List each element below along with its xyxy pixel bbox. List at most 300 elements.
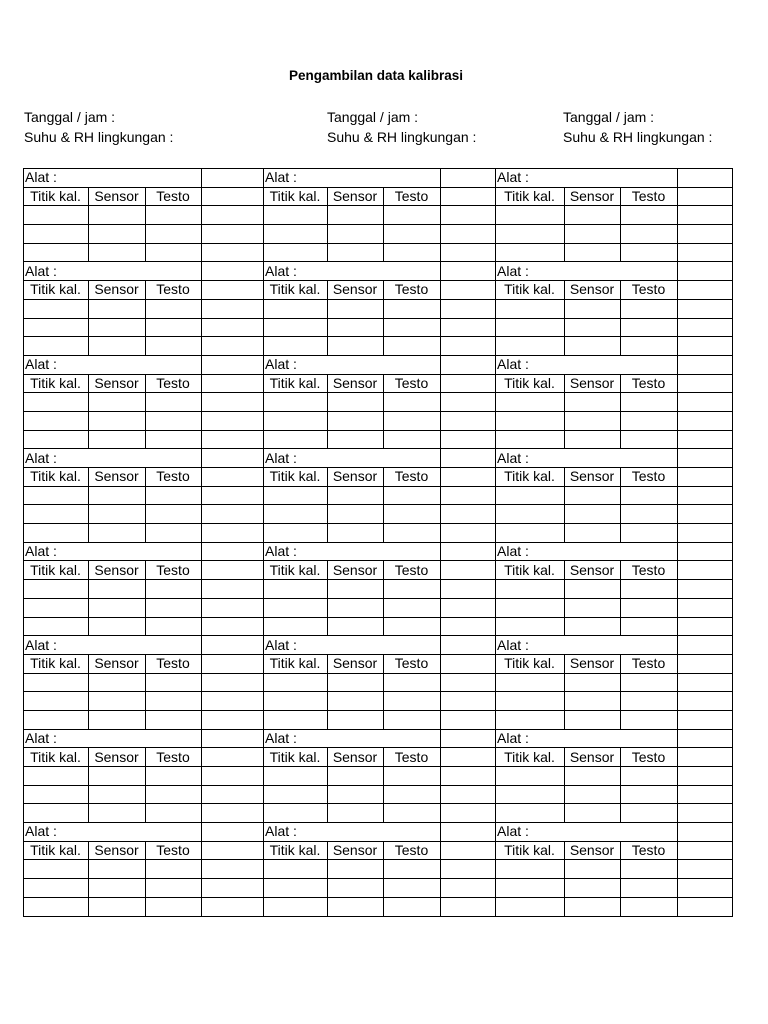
data-cell [328,337,384,356]
data-cell [441,804,496,823]
data-cell [441,692,496,711]
data-cell [496,804,565,823]
instrument-label: Alat : [24,169,202,188]
data-cell [441,243,496,262]
data-cell [264,393,328,412]
data-cell [146,785,202,804]
data-row [24,225,733,244]
instrument-row [24,449,733,468]
column-header-row [24,561,733,580]
data-row [24,785,733,804]
sensor-header: Sensor [565,468,621,487]
date-time-label-3: Tanggal / jam : [563,109,655,125]
blank-cell [441,748,496,767]
testo-header: Testo [384,561,441,580]
data-cell [264,318,328,337]
data-cell [496,673,565,692]
instrument-label: Alat : [496,636,678,655]
data-cell [202,524,264,543]
data-row [24,337,733,356]
blank-cell [202,561,264,580]
calibration-point-header: Titik kal. [24,654,89,673]
data-cell [146,710,202,729]
data-cell [441,206,496,225]
data-cell [441,580,496,599]
blank-cell [678,281,733,300]
data-row [24,299,733,318]
data-row [24,860,733,879]
data-cell [89,318,146,337]
testo-header: Testo [384,748,441,767]
data-cell [496,337,565,356]
data-cell [264,598,328,617]
data-cell [384,767,441,786]
data-row [24,879,733,898]
testo-header: Testo [621,187,678,206]
data-cell [202,486,264,505]
data-cell [565,617,621,636]
data-cell [678,430,733,449]
data-cell [328,897,384,916]
instrument-label: Alat : [24,542,202,561]
data-cell [89,337,146,356]
data-cell [202,299,264,318]
blank-cell [678,561,733,580]
data-cell [89,486,146,505]
data-cell [496,393,565,412]
blank-cell [202,468,264,487]
testo-header: Testo [384,281,441,300]
data-cell [89,692,146,711]
blank-cell [678,355,733,374]
blank-cell [441,823,496,842]
instrument-row [24,729,733,748]
data-cell [24,860,89,879]
data-cell [384,225,441,244]
data-cell [24,243,89,262]
data-cell [89,879,146,898]
data-cell [678,318,733,337]
data-cell [146,318,202,337]
data-cell [328,299,384,318]
data-cell [621,804,678,823]
data-cell [264,897,328,916]
data-cell [328,673,384,692]
column-header-row [24,654,733,673]
data-row [24,430,733,449]
data-cell [146,879,202,898]
data-cell [565,673,621,692]
data-cell [496,486,565,505]
instrument-label: Alat : [264,449,441,468]
data-cell [89,785,146,804]
calibration-point-header: Titik kal. [24,187,89,206]
data-cell [328,879,384,898]
blank-cell [202,654,264,673]
data-cell [565,767,621,786]
data-row [24,692,733,711]
data-cell [24,617,89,636]
sensor-header: Sensor [328,187,384,206]
data-cell [441,897,496,916]
data-cell [384,804,441,823]
data-cell [621,879,678,898]
testo-header: Testo [384,654,441,673]
instrument-label: Alat : [264,169,441,188]
data-cell [328,804,384,823]
data-cell [441,299,496,318]
data-cell [565,486,621,505]
instrument-label: Alat : [496,823,678,842]
data-cell [202,692,264,711]
data-row [24,411,733,430]
data-cell [621,860,678,879]
data-cell [146,486,202,505]
data-cell [24,393,89,412]
data-cell [202,225,264,244]
data-cell [565,879,621,898]
data-cell [384,598,441,617]
sensor-header: Sensor [565,187,621,206]
data-cell [146,580,202,599]
data-cell [202,505,264,524]
instrument-label: Alat : [496,169,678,188]
data-row [24,524,733,543]
data-cell [621,243,678,262]
data-cell [202,318,264,337]
data-cell [146,673,202,692]
data-cell [264,710,328,729]
instrument-label: Alat : [264,823,441,842]
data-cell [565,580,621,599]
data-cell [678,411,733,430]
data-cell [565,430,621,449]
column-header-row [24,841,733,860]
data-cell [565,299,621,318]
calibration-point-header: Titik kal. [496,561,565,580]
data-cell [678,673,733,692]
data-cell [384,318,441,337]
data-cell [24,580,89,599]
data-row [24,804,733,823]
data-cell [328,767,384,786]
data-cell [621,299,678,318]
data-cell [264,785,328,804]
data-cell [441,430,496,449]
blank-cell [678,823,733,842]
calibration-point-header: Titik kal. [496,187,565,206]
data-cell [441,393,496,412]
data-cell [565,505,621,524]
data-row [24,767,733,786]
instrument-label: Alat : [24,355,202,374]
data-cell [496,692,565,711]
data-cell [565,225,621,244]
data-cell [89,617,146,636]
data-cell [328,598,384,617]
calibration-point-header: Titik kal. [24,841,89,860]
data-cell [202,897,264,916]
data-cell [384,879,441,898]
data-cell [384,299,441,318]
data-cell [678,393,733,412]
column-header-row [24,748,733,767]
testo-header: Testo [621,374,678,393]
data-cell [621,524,678,543]
blank-cell [202,374,264,393]
sensor-header: Sensor [328,748,384,767]
temperature-humidity-label-3: Suhu & RH lingkungan : [563,129,713,145]
calibration-point-header: Titik kal. [496,468,565,487]
data-cell [496,318,565,337]
data-cell [328,580,384,599]
data-cell [89,430,146,449]
blank-cell [678,169,733,188]
blank-cell [441,468,496,487]
data-cell [328,710,384,729]
blank-cell [202,281,264,300]
data-cell [89,524,146,543]
temperature-humidity-label-2: Suhu & RH lingkungan : [327,129,477,145]
data-cell [621,617,678,636]
data-cell [328,225,384,244]
data-cell [146,692,202,711]
instrument-label: Alat : [264,729,441,748]
sensor-header: Sensor [89,841,146,860]
data-cell [441,785,496,804]
data-cell [328,505,384,524]
date-time-label-2: Tanggal / jam : [327,109,419,125]
data-cell [384,860,441,879]
data-cell [384,692,441,711]
data-cell [24,785,89,804]
data-row [24,897,733,916]
sensor-header: Sensor [328,561,384,580]
blank-cell [441,561,496,580]
data-cell [202,393,264,412]
data-cell [202,804,264,823]
instrument-label: Alat : [24,449,202,468]
data-cell [565,692,621,711]
data-cell [202,785,264,804]
data-cell [202,860,264,879]
blank-cell [678,374,733,393]
instrument-label: Alat : [24,729,202,748]
data-row [24,505,733,524]
data-cell [496,860,565,879]
testo-header: Testo [146,841,202,860]
calibration-point-header: Titik kal. [264,187,328,206]
data-cell [24,225,89,244]
testo-header: Testo [384,468,441,487]
calibration-point-header: Titik kal. [264,654,328,673]
data-cell [146,860,202,879]
data-cell [678,785,733,804]
instrument-label: Alat : [264,636,441,655]
calibration-point-header: Titik kal. [496,841,565,860]
calibration-point-header: Titik kal. [24,561,89,580]
data-cell [678,879,733,898]
data-cell [441,617,496,636]
data-cell [384,337,441,356]
data-cell [565,411,621,430]
data-cell [565,785,621,804]
data-cell [24,524,89,543]
data-cell [202,206,264,225]
data-cell [89,767,146,786]
testo-header: Testo [384,187,441,206]
data-cell [441,318,496,337]
testo-header: Testo [146,468,202,487]
data-cell [146,505,202,524]
blank-cell [202,748,264,767]
data-cell [202,673,264,692]
temperature-humidity-label-1: Suhu & RH lingkungan : [24,129,174,145]
data-cell [384,524,441,543]
sensor-header: Sensor [565,561,621,580]
data-cell [24,411,89,430]
blank-cell [678,187,733,206]
data-cell [202,430,264,449]
data-cell [621,692,678,711]
data-cell [264,299,328,318]
blank-cell [202,169,264,188]
data-cell [441,673,496,692]
instrument-label: Alat : [24,823,202,842]
data-cell [496,580,565,599]
testo-header: Testo [621,561,678,580]
data-cell [264,505,328,524]
data-cell [496,524,565,543]
blank-cell [202,542,264,561]
calibration-point-header: Titik kal. [264,281,328,300]
data-cell [621,430,678,449]
calibration-point-header: Titik kal. [24,374,89,393]
data-cell [328,486,384,505]
data-cell [621,785,678,804]
data-cell [384,206,441,225]
data-cell [496,785,565,804]
date-time-label-1: Tanggal / jam : [24,109,116,125]
blank-cell [202,823,264,842]
data-cell [565,393,621,412]
blank-cell [202,636,264,655]
data-cell [621,337,678,356]
data-cell [441,505,496,524]
data-cell [89,411,146,430]
testo-header: Testo [621,468,678,487]
data-cell [441,879,496,898]
data-cell [621,767,678,786]
instrument-row [24,542,733,561]
data-cell [24,804,89,823]
data-cell [24,897,89,916]
data-cell [678,505,733,524]
sensor-header: Sensor [328,841,384,860]
data-cell [89,505,146,524]
calibration-point-header: Titik kal. [264,748,328,767]
data-cell [441,767,496,786]
calibration-point-header: Titik kal. [496,654,565,673]
testo-header: Testo [621,281,678,300]
data-cell [328,411,384,430]
data-row [24,393,733,412]
data-cell [565,804,621,823]
data-cell [565,897,621,916]
blank-cell [441,636,496,655]
data-cell [146,243,202,262]
column-header-row [24,187,733,206]
data-row [24,598,733,617]
data-cell [384,785,441,804]
data-cell [441,860,496,879]
blank-cell [441,654,496,673]
sensor-header: Sensor [328,374,384,393]
instrument-label: Alat : [496,729,678,748]
data-cell [496,243,565,262]
data-cell [264,524,328,543]
data-cell [384,673,441,692]
data-cell [24,692,89,711]
data-cell [678,524,733,543]
data-row [24,206,733,225]
data-cell [621,486,678,505]
data-cell [24,430,89,449]
data-cell [384,897,441,916]
instrument-label: Alat : [24,636,202,655]
data-row [24,580,733,599]
data-cell [264,580,328,599]
data-cell [678,804,733,823]
testo-header: Testo [146,374,202,393]
sensor-header: Sensor [328,281,384,300]
data-cell [384,580,441,599]
calibration-point-header: Titik kal. [24,468,89,487]
data-row [24,318,733,337]
data-cell [565,524,621,543]
data-cell [24,767,89,786]
data-cell [146,337,202,356]
instrument-label: Alat : [496,355,678,374]
data-cell [678,225,733,244]
blank-cell [441,374,496,393]
blank-cell [441,449,496,468]
data-cell [146,617,202,636]
data-cell [496,206,565,225]
calibration-point-header: Titik kal. [496,374,565,393]
data-cell [264,692,328,711]
data-cell [328,393,384,412]
data-cell [146,206,202,225]
data-cell [678,860,733,879]
sensor-header: Sensor [89,654,146,673]
data-cell [328,860,384,879]
data-cell [146,299,202,318]
data-cell [678,897,733,916]
data-cell [678,206,733,225]
testo-header: Testo [621,748,678,767]
blank-cell [441,355,496,374]
data-cell [328,692,384,711]
blank-cell [202,729,264,748]
data-cell [202,710,264,729]
data-cell [565,860,621,879]
data-row [24,710,733,729]
data-cell [264,804,328,823]
data-cell [328,785,384,804]
sensor-header: Sensor [328,468,384,487]
blank-cell [678,636,733,655]
